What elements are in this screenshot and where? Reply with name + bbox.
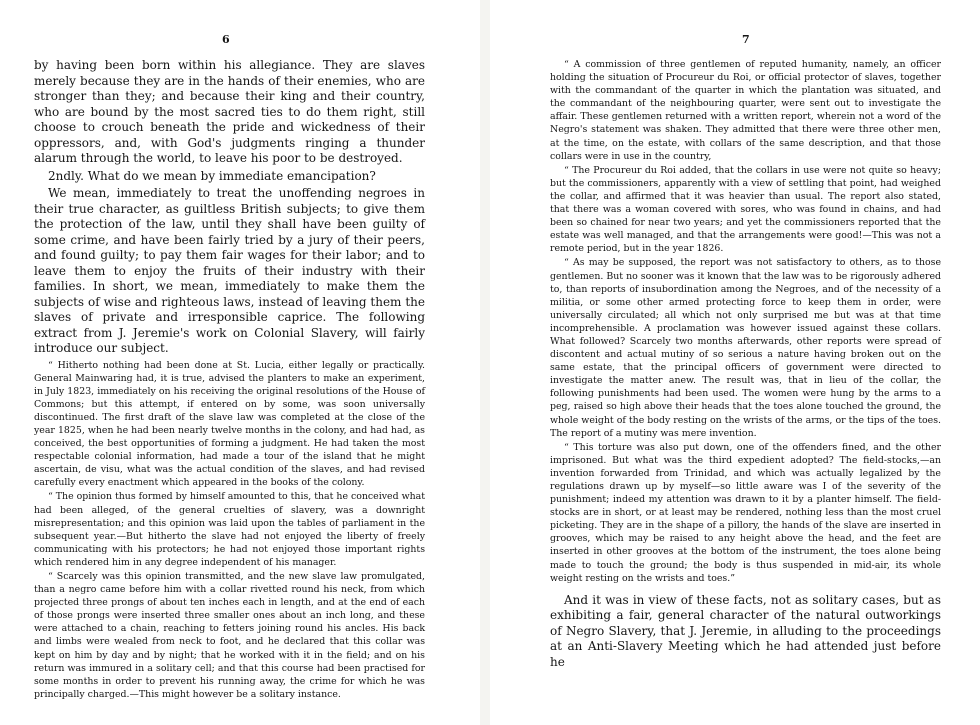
quote-collar: “ Scarcely was this opinion transmitted, and the new slave law promulgated, than a negro came before him with a collar rivetted round his neck, from which projected three prongs of about ten inches each in length, and at the end of each of those prongs were inserted three smaller ones about an inch long, and these were attached to a chain, reaching to fetters joining round his ancles. His back and limbs were wealed from neck to foot, and he declared that this collar was kept on him by day and by night; that he worked with it in the field; and on his return was immured in a solitary cell; and that this course had been practised for some months in order to prevent his running away, the crime for which he was principally charged.—This might however be a solitary instance. <box>34 571 425 700</box>
quote-st-lucia: “ Hitherto nothing had been done at St. Lucia, either legally or practically. General Mainwaring had, it is true, advised the planters to make an experiment, in July 1823, immediately on his receiving the original resolutions of the House of Commons; but this attempt, if entered on by some, was soon universally discontinued. The first draft of the slave law was completed at the close of the year 1825, when he had been nearly twelve months in the colony, and had had, as conceived, the best opportunities of forming a judgment. He had taken the most respectable colonial information, had made a tour of the island that he might ascertain, de visu, what was the actual condition of the slaves, and had revised carefully every enactment which appeared in the books of the colony. <box>34 359 425 489</box>
paragraph-question: 2ndly. What do we mean by immediate emancipation? <box>48 168 376 183</box>
paragraph-definition: We mean, immediately to treat the unoffending negroes in their true character, as guiltless British subjects; to give them the protection of the law, until they shall have been guilty of some crime, and have been fairly tried by a jury of their peers, and found guilty; to pay them fair wages for their labor; and to leave them to enjoy the fruits of their industry with their families. In short, we mean, immediately to make them the subjects of wise and righteous laws, instead of leaving them the slaves of private and irresponsible caprice. The following extract from J. Jeremie's work on Colonial Slavery, will fairly introduce our subject. <box>34 186 425 355</box>
paragraph-allegiance: by having been born within his allegiance. They are slaves merely because they are in the hands of their enemies, who are stronger than they; and because their king and their country, who are bound by the most sacred ties to do them right, still choose to crouch beneath the pride and wickedness of their oppressors, and, with God's judgments ringing a thunder alarum through the world, to leave his poor to be destroyed. <box>34 58 425 165</box>
quote-field-stocks: “ This torture was also put down, one of the offenders fined, and the other imprisoned. But what was the third expedient adopted? The field-stocks,—an invention forwarded from Trinidad, and which was actually legalized by the regulations drawn up by myself—so little aware was I of the severity of the punishment; indeed my attention was drawn to it by a planter himself. The field-stocks are in short, or at least may be rendered, nothing less than the most cruel picketing. They are in the shape of a pillory, the hands of the slave are inserted in grooves, which may be raised to any height above the head, and the feet are inserted in other grooves at the bottom of the instrument, the toes alone being made to touch the ground; the body is thus suspended in mid-air, its whole weight resting on the wrists and toes.” <box>550 441 941 584</box>
right-page-text <box>550 58 941 672</box>
left-page <box>0 0 480 725</box>
quote-report: “ As may be supposed, the report was not satisfactory to others, as to those gentlemen. But no sooner was it known that the law was to be rigorously adhered to, than reports of insubordination among the Negroes, and of the necessity of a militia, or some other armed protecting force to keep them in order, were universally circulated; all which not only surprised me but was at that time incomprehensible. A proclamation was however issued against these collars. What followed? Scarcely two months afterwards, other reports were spread of discontent and actual mutiny of so serious a nature having broken out on the same estate, that the principal officers of government were directed to investigate the matter anew. The result was, that in lieu of the collar, the following punishments had been used. The women were hung by the arms to a peg, raised so high above their heads that the toes alone touched the ground, the whole weight of the body resting on the wrists of the arms, or the tips of the toes. The report of a mutiny was mere invention. <box>550 257 941 439</box>
page-number-left: 6 <box>222 33 230 46</box>
quote-procureur: “ The Procureur du Roi added, that the collars in use were not quite so heavy; but the commissioners, apparently with a view of settling that point, had weighed the collar, and affirmed that it was heavier than usual. The report also stated, that there was a woman covered with sores, who was found in chains, and had been so chained for near two years; and yet the commissioners reported that the estate was well managed, and that the arrangements were good!—This was not a remote period, but in the year 1826. <box>550 164 941 255</box>
paragraph-jeremie: And it was in view of these facts, not as solitary cases, but as exhibiting a fair, general character of the natural outworkings of Negro Slavery, that J. Jeremie, in alluding to the proceedings at an Anti-Slavery Meeting which he had attended just before he <box>550 592 941 669</box>
page-number-right: 7 <box>742 33 750 46</box>
book-gutter <box>480 0 490 725</box>
quote-commission: “ A commission of three gentlemen of reputed humanity, namely, an officer holding the situation of Procureur du Roi, or official protector of slaves, together with the commandant of the quarter in which the plantation was situated, and the commandant of the neighbouring quarter, were sent out to investigate the affair. These gentlemen returned with a written report, wherein not a word of the Negro's statement was shaken. They admitted that there were three other men, at the time, on the estate, with collars of the same description, and that those collars were in use in the country, <box>550 59 941 162</box>
left-page-text <box>34 58 425 702</box>
right-page <box>490 0 980 725</box>
quote-opinion: “ The opinion thus formed by himself amounted to this, that he conceived what had been alleged, of the general cruelties of slavery, was a downright misrepresentation; and this opinion was laid upon the tables of parliament in the subsequent year.—But hitherto the slave had not enjoyed the liberty of freely communicating with his protectors; he had not enjoyed those important rights which rendered him in any degree independent of his manager. <box>34 491 425 568</box>
